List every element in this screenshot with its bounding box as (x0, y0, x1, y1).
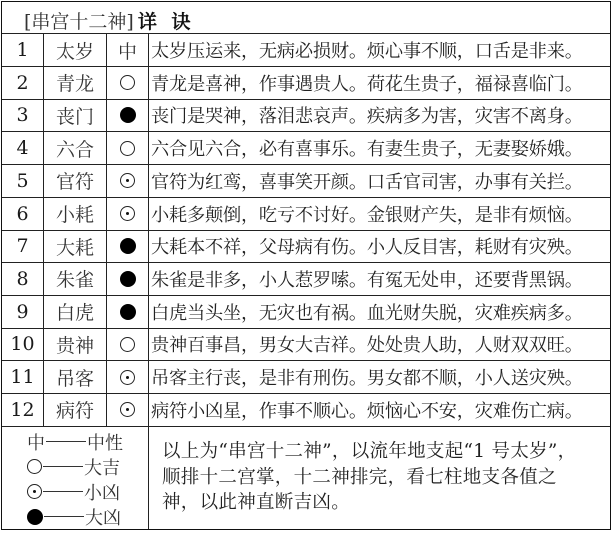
fortune-symbol-cell (107, 296, 149, 328)
fortune-symbol-cell (107, 394, 149, 426)
table-row (2, 328, 610, 361)
legend-section (2, 426, 610, 529)
table-row (2, 230, 610, 263)
row-number: 2 (2, 67, 44, 99)
legend-dash (43, 491, 83, 492)
spirit-name: 太岁 (44, 34, 107, 66)
spirit-description: 青龙是喜神，作事遇贵人。荷花生贵子，福禄喜临门。 (151, 73, 583, 95)
spirit-description: 太岁压运来，无病必损财。烦心事不顺，口舌是非来。 (151, 41, 583, 62)
neutral-symbol: 中 (117, 40, 137, 63)
legend-dash (46, 441, 86, 442)
filled-circle-icon (120, 107, 136, 123)
row-number: 4 (2, 132, 44, 164)
spirit-name: 吊客 (44, 361, 107, 393)
table-header (2, 2, 610, 34)
row-number: 5 (2, 165, 44, 197)
spirit-name: 白虎 (44, 296, 107, 328)
spirit-name: 小耗 (44, 198, 107, 230)
dotted-circle-icon (120, 173, 135, 188)
row-number: 3 (2, 99, 44, 131)
spirit-description: 吊客主行丧，是非有刑伤。男女都不顺，小人送灾殃。 (151, 368, 583, 389)
legend-dash (43, 466, 83, 467)
twelve-spirits-table (1, 1, 611, 530)
note-line: 以上为“串宫十二神”，以流年地支起“1 号太岁”， (162, 441, 577, 462)
spirit-description: 六合见六合，必有喜事乐。有妻生贵子，无妻娶娇娥。 (151, 139, 583, 161)
table-row (2, 263, 610, 296)
open-circle-icon (27, 459, 42, 474)
table-row (2, 34, 610, 67)
row-number: 12 (2, 394, 44, 426)
table-row (2, 198, 610, 231)
spirit-name: 六合 (44, 132, 107, 164)
legend-item (2, 454, 148, 479)
filled-circle-icon (120, 238, 136, 254)
spirit-description: 病符小凶星，作事不顺心。烦恼心不安，灾难伤亡病。 (151, 400, 583, 422)
dotted-circle-icon (120, 370, 135, 385)
spirit-description: 丧门是哭神，落泪悲哀声。疾病多为害，灾害不离身。 (151, 106, 583, 128)
table-row (2, 67, 610, 100)
row-number: 11 (2, 361, 44, 393)
fortune-symbol-cell (107, 198, 149, 230)
row-number: 7 (2, 230, 44, 262)
neutral-symbol: 中 (27, 432, 45, 454)
filled-circle-icon (27, 509, 43, 525)
legend-item (2, 504, 148, 529)
spirit-name: 病符 (44, 394, 107, 426)
note-line: 神，以此神直断吉凶。 (162, 492, 351, 513)
spirit-name: 丧门 (44, 99, 107, 131)
row-number: 1 (2, 34, 44, 66)
dotted-circle-icon (120, 402, 135, 417)
table-row (2, 296, 610, 329)
fortune-symbol-cell (107, 34, 149, 66)
fortune-symbol-cell (107, 230, 149, 262)
row-number: 9 (2, 296, 44, 328)
fortune-symbol-cell (107, 328, 149, 360)
spirit-description: 官符为红鸾，喜事笑开颜。口舌官司害，办事有关拦。 (151, 171, 583, 193)
title-bold: 详 诀 (137, 11, 195, 33)
legend-meaning: 大凶 (85, 507, 121, 529)
fortune-symbol-cell (107, 165, 149, 197)
table-title (24, 7, 194, 34)
open-circle-icon (120, 337, 135, 352)
fortune-symbol-cell (107, 263, 149, 295)
fortune-symbol-cell (107, 132, 149, 164)
row-number: 8 (2, 263, 44, 295)
legend-meaning: 中性 (87, 432, 123, 454)
open-circle-icon (120, 141, 135, 156)
legend-dash (44, 516, 84, 517)
fortune-symbol-cell (107, 99, 149, 131)
fortune-symbol-cell (107, 361, 149, 393)
fortune-symbol-cell (107, 67, 149, 99)
table-row (2, 132, 610, 165)
spirit-name: 朱雀 (44, 263, 107, 295)
filled-circle-icon (120, 304, 136, 320)
note-line: 顺排十二宫掌，十二神排完，看七柱地支各值之 (162, 466, 557, 488)
row-number: 10 (2, 328, 44, 360)
table-row (2, 165, 610, 198)
spirit-description: 朱雀是非多，小人惹罗嗦。有冤无处申，还要背黑锅。 (151, 269, 583, 291)
spirit-description: 大耗本不祥，父母病有伤。小人反目害，耗财有灾殃。 (151, 237, 583, 259)
dotted-circle-icon (27, 484, 42, 499)
title-bracket: [串宫十二神] (24, 11, 134, 33)
spirit-description: 白虎当头坐，无灾也有祸。血光财失脱，灾难疾病多。 (151, 302, 583, 324)
spirit-name: 青龙 (44, 67, 107, 99)
open-circle-icon (120, 75, 135, 90)
legend-item (2, 429, 148, 454)
row-number: 6 (2, 198, 44, 230)
legend-meaning: 大吉 (84, 457, 120, 479)
spirit-description: 贵神百事昌，男女大吉祥。处处贵人助，人财双双旺。 (151, 335, 583, 357)
dotted-circle-icon (120, 206, 135, 221)
legend-meaning: 小凶 (84, 482, 120, 504)
table-row (2, 394, 610, 427)
table-row (2, 99, 610, 132)
filled-circle-icon (120, 271, 136, 287)
usage-note (149, 426, 610, 529)
spirit-name: 大耗 (44, 230, 107, 262)
spirit-name: 官符 (44, 165, 107, 197)
spirit-description: 小耗多颠倒，吃亏不讨好。金银财产失，是非有烦恼。 (151, 204, 583, 226)
symbol-legend (2, 426, 149, 529)
legend-item (2, 479, 148, 504)
table-row (2, 361, 610, 394)
spirit-name: 贵神 (44, 328, 107, 360)
